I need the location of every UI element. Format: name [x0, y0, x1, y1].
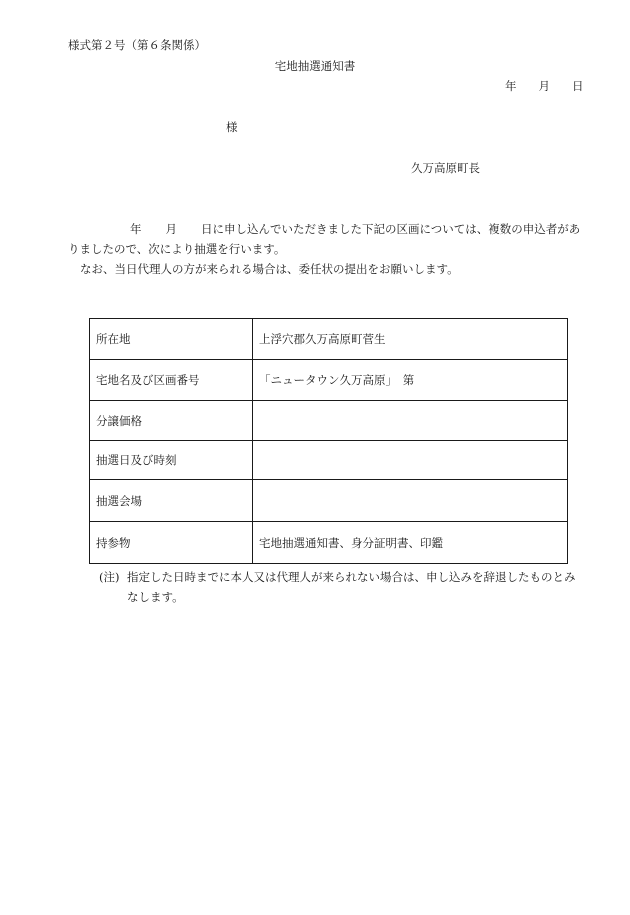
table-row: [90, 441, 568, 480]
table-row: [90, 401, 568, 441]
note-text-1: 指定した日時までに本人又は代理人が来られない場合は、申し込みを辞退したものとみ: [127, 570, 576, 584]
table-row: [90, 522, 568, 564]
row-label: 抽選日及び時刻: [90, 441, 253, 480]
note-line2: なします。: [127, 590, 184, 604]
para1-month: 月: [165, 222, 177, 236]
row-value: 「ニュータウン久万高原」 第: [253, 360, 568, 401]
document-title: 宅地抽選通知書: [274, 59, 356, 73]
note-mark: (注): [99, 570, 120, 584]
note: [99, 567, 591, 607]
row-value: 宅地抽選通知書、身分証明書、印鑑: [253, 522, 568, 564]
table-row: [90, 319, 568, 360]
form-number: 様式第２号（第６条関係）: [68, 38, 206, 52]
para1-year: 年: [130, 222, 142, 236]
info-table: [89, 318, 568, 564]
row-label: 所在地: [90, 319, 253, 360]
row-value: [253, 480, 568, 522]
addressee: 様: [226, 120, 238, 134]
sender: 久万高原町長: [411, 161, 480, 175]
row-value: 上浮穴郡久万高原町菅生: [253, 319, 568, 360]
row-label: 抽選会場: [90, 480, 253, 522]
para1-rest: 日に申し込んでいただきました下記の区画については、複数の申込者があ: [201, 222, 581, 236]
body-paragraph-1: [68, 219, 588, 259]
date-day: 日: [572, 79, 584, 93]
table-row: [90, 360, 568, 401]
row-value: [253, 441, 568, 480]
row-label: 分譲価格: [90, 401, 253, 441]
row-label: 宅地名及び区画番号: [90, 360, 253, 401]
row-label: 持参物: [90, 522, 253, 564]
date-month: 月: [538, 79, 550, 93]
table-row: [90, 480, 568, 522]
para1-line1: [68, 219, 588, 239]
para1-line2: りましたので、次により抽選を行います。: [68, 242, 286, 256]
date-year: 年: [505, 79, 517, 93]
note-line1: [99, 567, 591, 587]
para2-text: なお、当日代理人の方が来られる場合は、委任状の提出をお願いします。: [80, 262, 459, 276]
row-value: [253, 401, 568, 441]
body-paragraph-2: [68, 259, 588, 279]
date-line: [505, 78, 584, 94]
